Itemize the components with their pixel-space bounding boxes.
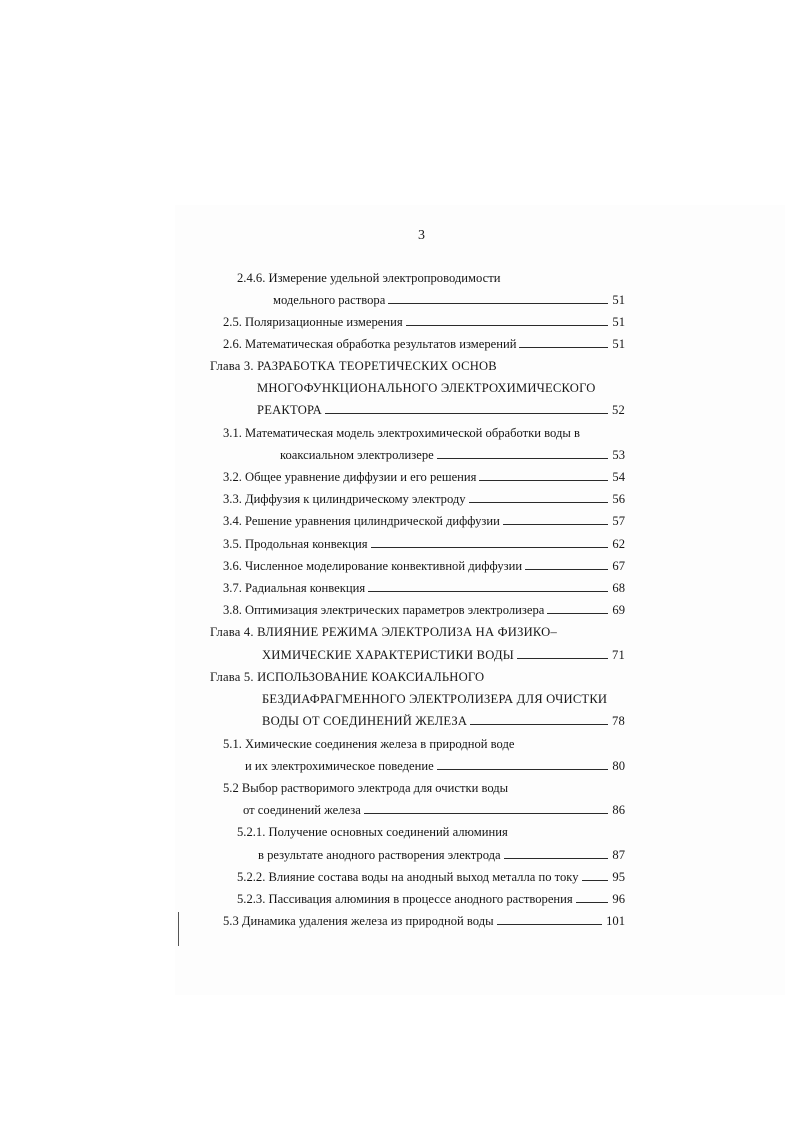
- toc-entry-text: 3.5. Продольная конвекция: [223, 537, 368, 551]
- dot-leader: [469, 490, 609, 503]
- toc-entry-page: 96: [612, 892, 625, 906]
- toc-entry-text: 3.4. Решение уравнения цилиндрической диффузии: [223, 514, 500, 528]
- toc-entry-page: 95: [612, 870, 625, 884]
- scan-margin-line: [178, 912, 179, 946]
- toc-entry-text: 5.2.1. Получение основных соединений алюминия: [237, 825, 508, 839]
- toc-entry-text: модельного раствора: [273, 293, 386, 307]
- toc-entry-page: 54: [612, 470, 625, 484]
- dot-leader: [547, 601, 608, 614]
- toc-entry-page: 52: [612, 403, 625, 417]
- toc-entry: [223, 424, 580, 442]
- toc-entry-page: 51: [612, 293, 625, 307]
- toc-entry-text: БЕЗДИАФРАГМЕННОГО ЭЛЕКТРОЛИЗЕРА ДЛЯ ОЧИСТКИ: [262, 692, 608, 706]
- dot-leader: [371, 535, 609, 548]
- toc-entry-text: 5.2.3. Пассивация алюминия в процессе анодного растворения: [237, 892, 573, 906]
- toc-entry: [280, 446, 625, 464]
- toc-entry: [237, 890, 625, 908]
- toc-entry: [243, 801, 625, 819]
- dot-leader: [437, 446, 609, 459]
- toc-entry-text: 2.5. Поляризационные измерения: [223, 315, 403, 329]
- toc-entry-text: 3.2. Общее уравнение диффузии и его решения: [223, 470, 477, 484]
- toc-entry: [223, 490, 625, 508]
- dot-leader: [497, 912, 603, 925]
- toc-entry: [237, 823, 508, 841]
- dot-leader: [582, 868, 609, 881]
- toc-entry: [223, 512, 625, 530]
- toc-entry-text: 5.2.2. Влияние состава воды на анодный выход металла по току: [237, 870, 579, 884]
- toc-chapter: [262, 646, 625, 664]
- toc-entry-text: 3.6. Численное моделирование конвективной диффузии: [223, 559, 523, 573]
- toc-entry-page: 51: [612, 315, 625, 329]
- toc-entry-text: РЕАКТОРА: [257, 403, 322, 417]
- toc-entry-text: 5.1. Химические соединения железа в природной воде: [223, 737, 515, 751]
- toc-entry: [273, 291, 625, 309]
- toc-entry: [223, 468, 625, 486]
- toc-entry-page: 87: [612, 848, 625, 862]
- toc-chapter: [257, 401, 625, 419]
- toc-entry-page: 78: [612, 714, 625, 728]
- toc-entry-text: Глава 3. РАЗРАБОТКА ТЕОРЕТИЧЕСКИХ ОСНОВ: [210, 359, 497, 373]
- toc-entry-text: 2.6. Математическая обработка результатов измерений: [223, 337, 517, 351]
- toc-entry-text: ВОДЫ ОТ СОЕДИНЕНИЙ ЖЕЛЕЗА: [262, 714, 468, 728]
- toc-entry-page: 57: [612, 514, 625, 528]
- dot-leader: [437, 757, 609, 770]
- toc-entry: [223, 557, 625, 575]
- toc-entry-page: 62: [612, 537, 625, 551]
- toc-entry: [237, 868, 625, 886]
- toc-entry-page: 51: [612, 337, 625, 351]
- dot-leader: [479, 468, 608, 481]
- toc-entry-text: от соединений железа: [243, 803, 361, 817]
- toc-entry-page: 69: [612, 603, 625, 617]
- dot-leader: [406, 313, 609, 326]
- toc-entry-text: 3.7. Радиальная конвекция: [223, 581, 366, 595]
- toc-entry: [223, 779, 508, 797]
- dot-leader: [517, 646, 608, 659]
- toc-entry-text: 5.2 Выбор растворимого электрода для очистки воды: [223, 781, 509, 795]
- dot-leader: [504, 846, 609, 859]
- toc-entry-text: 3.8. Оптимизация электрических параметров электролизера: [223, 603, 545, 617]
- toc-entry: [223, 912, 625, 930]
- dot-leader: [368, 579, 608, 592]
- toc-entry-text: и их электрохимическое поведение: [245, 759, 434, 773]
- toc-entry-page: 68: [612, 581, 625, 595]
- toc-entry: [237, 269, 500, 287]
- toc-chapter: [257, 379, 596, 397]
- dot-leader: [519, 335, 608, 348]
- dot-leader: [325, 401, 608, 414]
- toc-entry: [223, 535, 625, 553]
- toc-entry-text: 3.1. Математическая модель электрохимической обработки воды в: [223, 426, 580, 440]
- toc-entry: [223, 601, 625, 619]
- toc-entry-page: 71: [612, 648, 625, 662]
- toc-entry: [223, 313, 625, 331]
- toc-entry-text: Глава 4. ВЛИЯНИЕ РЕЖИМА ЭЛЕКТРОЛИЗА НА ФИЗИКО–: [210, 625, 557, 639]
- toc-entry: [258, 846, 625, 864]
- toc-entry-text: ХИМИЧЕСКИЕ ХАРАКТЕРИСТИКИ ВОДЫ: [262, 648, 514, 662]
- toc-entry-page: 56: [612, 492, 625, 506]
- toc-entry: [223, 335, 625, 353]
- dot-leader: [388, 291, 608, 304]
- toc-chapter: [210, 623, 557, 641]
- toc-entry-text: в результате анодного растворения электрода: [258, 848, 501, 862]
- dot-leader: [525, 557, 608, 570]
- toc-entry-page: 80: [612, 759, 625, 773]
- page-number: 3: [418, 228, 425, 243]
- dot-leader: [470, 712, 608, 725]
- toc-entry-page: 86: [612, 803, 625, 817]
- toc-entry: [245, 757, 625, 775]
- toc-entry-text: коаксиальном электролизере: [280, 448, 434, 462]
- toc-entry-page: 67: [612, 559, 625, 573]
- dot-leader: [364, 801, 609, 814]
- toc-entry-text: 5.3 Динамика удаления железа из природной воды: [223, 914, 494, 928]
- toc-entry-text: МНОГОФУНКЦИОНАЛЬНОГО ЭЛЕКТРОХИМИЧЕСКОГО: [257, 381, 596, 395]
- toc-chapter: [210, 668, 484, 686]
- toc-chapter: [262, 712, 625, 730]
- toc-entry-text: 3.3. Диффузия к цилиндрическому электроду: [223, 492, 466, 506]
- toc-entry-text: 2.4.6. Измерение удельной электропроводимости: [237, 271, 501, 285]
- toc-entry-page: 53: [612, 448, 625, 462]
- dot-leader: [503, 512, 609, 525]
- toc-entry-text: Глава 5. ИСПОЛЬЗОВАНИЕ КОАКСИАЛЬНОГО: [210, 670, 485, 684]
- toc-entry-page: 101: [606, 914, 625, 928]
- toc-chapter: [210, 357, 497, 375]
- toc-chapter: [262, 690, 607, 708]
- toc-entry: [223, 735, 514, 753]
- dot-leader: [576, 890, 609, 903]
- toc-entry: [223, 579, 625, 597]
